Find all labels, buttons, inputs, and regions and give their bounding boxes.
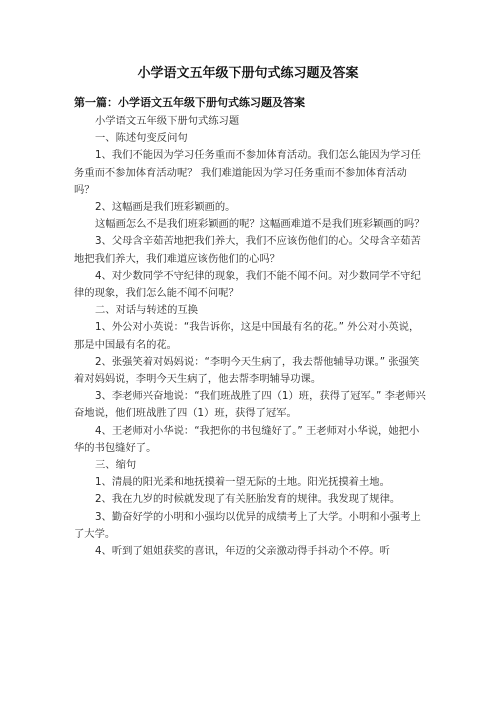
- paragraph: 1、外公对小英说：“我告诉你，这是中国最有名的花。” 外公对小英说，那是中国最有名的花。: [74, 321, 420, 351]
- paragraph: 1、清晨的阳光柔和地抚摸着一望无际的土地。阳光抚摸着土地。: [95, 476, 390, 489]
- paragraph: 2、这幅画是我们班彩颖画的。: [95, 201, 236, 214]
- paragraph: 这幅画怎么不是我们班彩颖画的呢？这幅画难道不是我们班彩颖画的吗？: [95, 218, 425, 231]
- paragraph: 4、王老师对小华说：“我把你的书包缝好了。” 王老师对小华说，她把小华的书包缝好了。: [74, 424, 420, 454]
- section-title: 第一篇：小学语文五年级下册句式练习题及答案: [74, 96, 305, 109]
- paragraph: 1、我们不能因为学习任务重而不参加体育活动。我们怎么能因为学习任务重而不参加体育活动呢？ 我们难道能因为学习任务重而不参加体育活动吗？: [74, 149, 421, 196]
- paragraph: 3、勤奋好学的小明和小强均以优异的成绩考上了大学。小明和小强考上了大学。: [74, 510, 421, 540]
- paragraph: 2、我在九岁的时候就发现了有关胚胎发育的规律。我发现了规律。: [95, 493, 401, 506]
- document-body: [74, 113, 426, 560]
- paragraph: 3、父母含辛茹苦地把我们养大，我们不应该伤他们的心。父母含辛茹苦地把我们养大，我们难道应该伤他们的心吗？: [74, 235, 421, 265]
- paragraph: 4、听到了姐姐获奖的喜讯，年迈的父亲激动得手抖动个不停。听: [95, 545, 390, 558]
- paragraph: 三、缩句: [95, 459, 137, 472]
- paragraph: 3、李老师兴奋地说：“我们班战胜了四（1）班，获得了冠军。” 李老师兴奋地说，他们班战胜了四（1）班，获得了冠军。: [74, 390, 426, 420]
- paragraph: 二、对话与转述的互换: [95, 304, 198, 317]
- paragraph: 小学语文五年级下册句式练习题: [95, 115, 240, 127]
- paragraph: 2、张强笑着对妈妈说：“李明今天生病了，我去帮他辅导功课。” 张强笑着对妈妈说，李明今天生病了，他去帮李明辅导功课。: [74, 355, 420, 386]
- paragraph: 4、对少数同学不守纪律的现象，我们不能不闻不问。对少数同学不守纪律的现象，我们怎么能不闻不问呢？: [74, 269, 421, 300]
- document-title: 小学语文五年级下册句式练习题及答案: [137, 66, 359, 81]
- paragraph: 一、陈述句变反问句: [95, 132, 188, 145]
